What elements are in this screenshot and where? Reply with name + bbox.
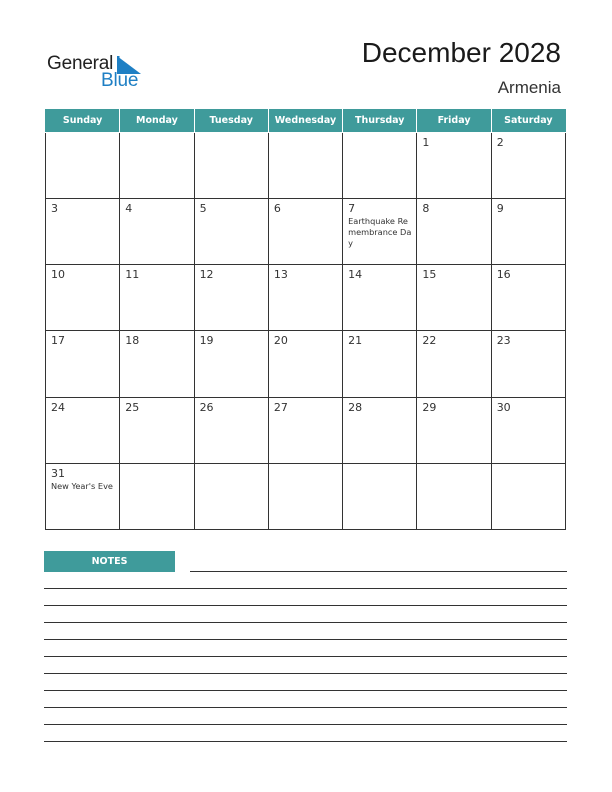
day-number: 27 [273,400,288,414]
day-cell [343,397,417,463]
weekday-header-row [46,109,566,132]
day-cell [417,265,491,331]
day-cell [46,198,120,264]
day-number: 9 [496,201,504,215]
week-row [46,463,566,529]
calendar-body [46,132,566,530]
notes-line [190,571,567,572]
day-number: 30 [496,400,511,414]
notes-line [44,673,567,674]
day-cell [194,198,268,264]
empty-day-cell [46,132,120,198]
day-cell [268,198,342,264]
day-number: 20 [273,334,288,348]
day-cell [491,265,565,331]
day-number: 26 [199,400,214,414]
weekday-tuesday: Tuesday [194,109,268,132]
day-number: 25 [125,400,140,414]
day-cell [46,331,120,397]
day-number: 7 [348,201,356,215]
day-number: 11 [125,268,140,282]
notes-label: NOTES [44,551,175,572]
weekday-sunday: Sunday [46,109,120,132]
day-number: 5 [199,201,207,215]
empty-day-cell [417,463,491,529]
day-number: 29 [422,400,437,414]
empty-day-cell [491,463,565,529]
day-number: 12 [199,268,214,282]
week-row [46,331,566,397]
weekday-friday: Friday [417,109,491,132]
notes-line [44,622,567,623]
day-cell [120,265,194,331]
weekday-saturday: Saturday [491,109,565,132]
day-number: 19 [199,334,214,348]
day-number: 21 [348,334,363,348]
day-cell [417,198,491,264]
day-cell [343,265,417,331]
day-cell [417,331,491,397]
logo-text-general: General [47,53,114,74]
empty-day-cell [343,463,417,529]
day-number: 16 [496,268,511,282]
day-number: 15 [422,268,437,282]
notes-line [44,639,567,640]
day-number: 1 [422,135,430,149]
day-cell [343,198,417,264]
day-number: 24 [51,400,65,414]
empty-day-cell [268,463,342,529]
day-cell [120,397,194,463]
day-cell [491,198,565,264]
day-cell [268,397,342,463]
empty-day-cell [194,132,268,198]
day-number: 18 [125,334,140,348]
day-number: 13 [273,268,288,282]
day-number: 23 [496,334,511,348]
notes-line [44,741,567,742]
day-cell [268,331,342,397]
holiday-label: Earthquake Remembrance Day [348,215,412,248]
day-number: 4 [125,201,133,215]
notes-line [44,605,567,606]
empty-day-cell [120,132,194,198]
day-number: 8 [422,201,430,215]
day-cell [491,397,565,463]
notes-line [44,690,567,691]
day-cell [46,265,120,331]
week-row [46,397,566,463]
day-cell [491,132,565,198]
weekday-wednesday: Wednesday [268,109,342,132]
empty-day-cell [194,463,268,529]
day-cell [194,331,268,397]
country-name: Armenia [497,78,561,97]
day-number: 31 [51,466,65,480]
holiday-label: New Year's Eve [51,480,113,491]
week-row [46,132,566,198]
day-cell [46,397,120,463]
weekday-monday: Monday [120,109,194,132]
empty-day-cell [343,132,417,198]
weekday-thursday: Thursday [343,109,417,132]
day-number: 10 [51,268,65,282]
generalblue-logo [47,53,157,93]
day-cell [194,397,268,463]
logo-text-blue: Blue [101,70,139,91]
day-number: 3 [51,201,58,215]
day-cell [417,132,491,198]
day-cell [120,331,194,397]
day-cell [268,265,342,331]
day-number: 6 [273,201,281,215]
day-cell [417,397,491,463]
empty-day-cell [268,132,342,198]
day-cell [46,463,120,529]
day-cell [194,265,268,331]
notes-line [44,656,567,657]
week-row [46,198,566,264]
day-number: 17 [51,334,65,348]
week-row [46,265,566,331]
day-number: 2 [496,135,504,149]
day-cell [491,331,565,397]
empty-day-cell [120,463,194,529]
calendar-grid [45,109,566,530]
day-number: 28 [348,400,363,414]
day-number: 22 [422,334,437,348]
month-title: December 2028 [361,37,561,68]
day-cell [343,331,417,397]
day-number: 14 [348,268,363,282]
day-cell [120,198,194,264]
notes-line [44,707,567,708]
notes-line [44,588,567,589]
notes-line [44,724,567,725]
